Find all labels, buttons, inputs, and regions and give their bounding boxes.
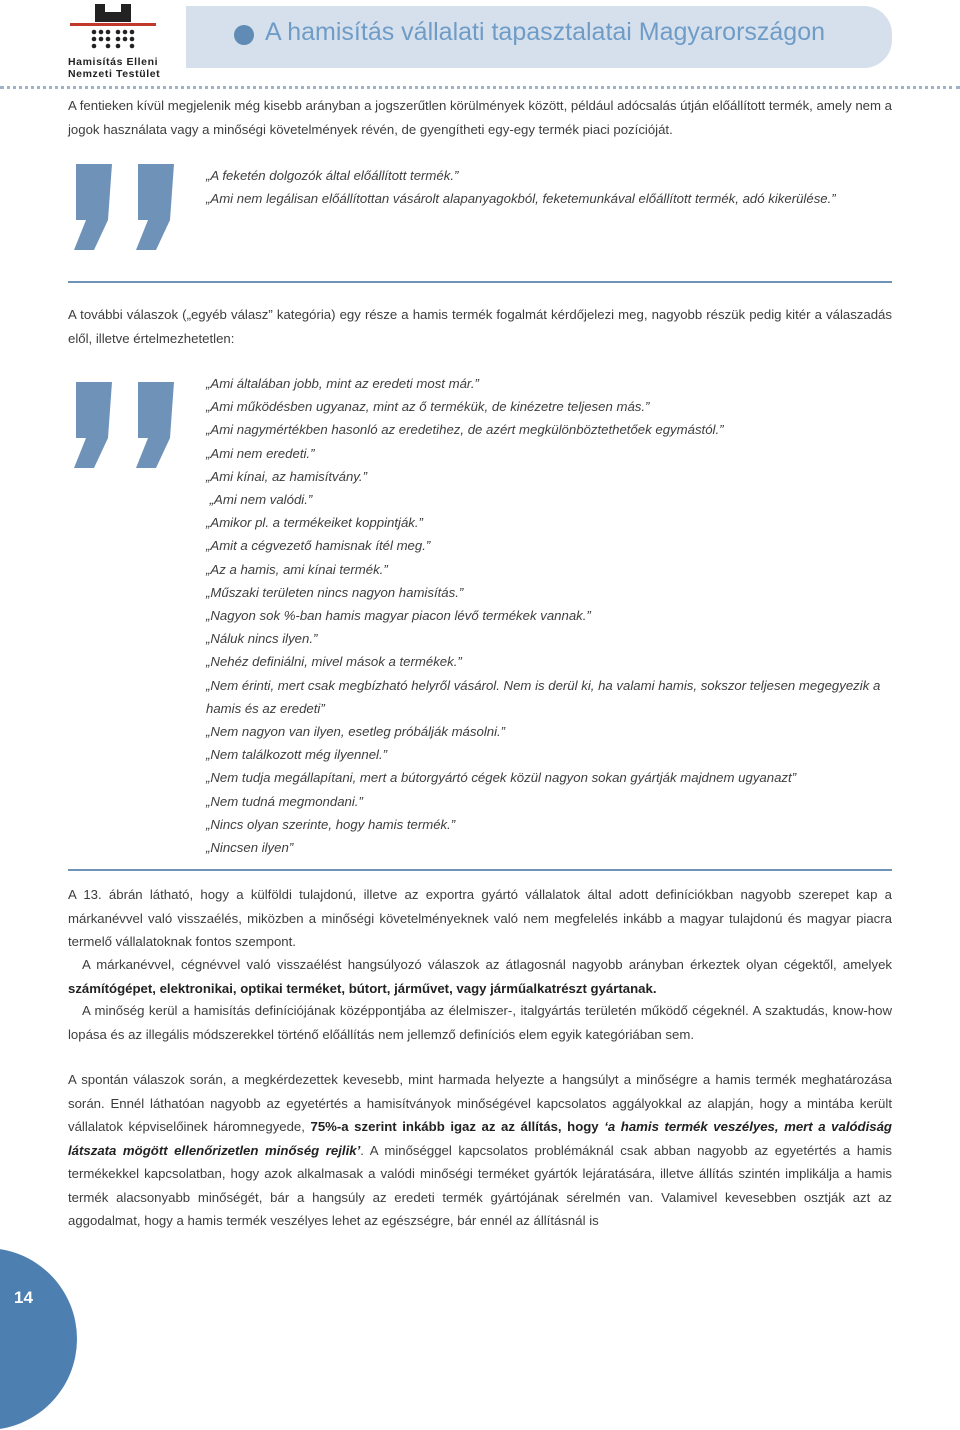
page-number-badge — [0, 1248, 77, 1430]
quote-item: „Ami nem valódi.” — [206, 492, 313, 508]
quote-item: „Az a hamis, ami kínai termék.” — [206, 561, 388, 577]
paragraph-intro: A fentieken kívül megjelenik még kisebb arányban a jogszerűtlen körülmények között, például adócsalás útján előállított termék, amely nem a jogok használata vagy a minőségi követelmények révén, de gyengítheti egy-egy termék piaci pozícióját. — [68, 98, 892, 137]
section-divider — [68, 869, 892, 871]
paragraph-text: A márkanévvel, cégnévvel való visszaélést hangsúlyozó válaszok az átlagosnál nagyobb arányban érkeztek olyan cégektől, amelyek — [82, 957, 892, 972]
quote-item: „Nincsen ilyen” — [206, 840, 294, 856]
logo-text — [68, 56, 160, 80]
quote-item: „Nem tudná megmondani.” — [206, 793, 363, 809]
quote-item: „Nem tudja megállapítani, mert a bútorgyártó cégek közül nagyon sokan gyártják majdnem ugyanazt” — [206, 770, 797, 786]
paragraph-figure-13: A 13. ábrán látható, hogy a külföldi tulajdonú, illetve az exportra gyártó vállalatok által adott definíciókban nagyobb szerepet kap a márkanévvel való visszaélés, miközben a minőségi követelményeknek való nem megfelelés inkább a magyar tulajdonú és magyar piacra termelő vállalatoknak fontos szempont. — [68, 887, 892, 949]
header-bullet-icon — [234, 25, 254, 45]
paragraph-brand-misuse — [68, 953, 892, 1000]
quote-item: „Amikor pl. a termékeiket koppintják.” — [206, 515, 423, 531]
quote-item: „Műszaki területen nincs nagyon hamisítás.” — [206, 584, 464, 600]
quote-list-2 — [206, 372, 896, 859]
quote-item: „Nincs olyan szerinte, hogy hamis termék.” — [206, 816, 456, 832]
quote-item: „Amit a cégvezető hamisnak ítél meg.” — [206, 538, 431, 554]
logo-line-1: Hamisítás Elleni — [68, 56, 159, 68]
paragraph-text: A minőség kerül a hamisítás definíciójának középpontjába az élelmiszer-, italgyártás területén működő cégeknél. A szaktudás, know-how lopása és az illegális módszerekkel történő előállítás nem jellemző definíciós elem egyik kategóriában sem. — [68, 1003, 892, 1042]
quote-item: „Náluk nincs ilyen.” — [206, 631, 318, 647]
paragraph-quality — [68, 999, 892, 1046]
quote-item: „Ami nagymértékben hasonló az eredetihez, de azért megkülönböztethetőek egymástól.” — [206, 422, 724, 438]
quote-list-1 — [206, 164, 836, 210]
header-divider — [0, 86, 960, 89]
paragraph-bold: 75%-a szerint inkább igaz az az állítás, hogy — [310, 1119, 605, 1134]
quote-item: „Ami általában jobb, mint az eredeti most már.” — [206, 376, 479, 391]
paragraph-other-answers: A további válaszok („egyéb válasz” kategória) egy része a hamis termék fogalmát kérdőjelezi meg, nagyobb részük pedig kitér a válaszadás elől, illetve értelmezhetetlen: — [68, 307, 892, 346]
page-title: A hamisítás vállalati tapasztalatai Magyarországon — [265, 18, 826, 46]
quote-item: „Ami működésben ugyanaz, mint az ő termékük, de kinézetre teljesen más.” — [206, 399, 650, 415]
quote-item: „Ami nem eredeti.” — [206, 445, 315, 461]
logo-line-2: Nemzeti Testület — [68, 68, 161, 80]
quote-mark-icon — [72, 162, 180, 252]
paragraph-text: A spontán válaszok során, a megkérdezettek kevesebb, mint harmada helyezte a hangsúlyt a minőségre a hamis termék meghatározása során. Ennél láthatóan nagyobb az egyetértés a hamisítványok minőségével kapcsolatos aggályokkal az alapján, hogy a mintába került vállalatok képviselőinek háromnegyede, — [68, 1072, 892, 1134]
quote-item: „Nem találkozott még ilyennel.” — [206, 747, 388, 763]
paragraph-bold: számítógépet, elektronikai, optikai terméket, bútort, járművet, vagy járműalkatrészt gyártanak. — [68, 980, 657, 996]
paragraph-text: . A minőséggel kapcsolatos problémáknál csak abban nagyobb az egyetértés a hamis termékekkel kapcsolatban, hogy azok alkalmasak a valódi minőségi terméket gyártók lejáratására, illetve állítás szintén implikálja a hamis termék alacsonyabb minőségét, bár a hangsúly az eredeti termék gyártójának sérelmén van. Valamivel kevesebben osztják azt az aggodalmat, hogy a hamis termék veszélyes lehet az egészségre, bár ennél az állításnál is — [68, 1142, 892, 1228]
quote-item: „Ami kínai, az hamisítvány.” — [206, 468, 367, 484]
paragraph-bold-italic: ‘a hamis termék veszélyes, mert a valódiság látszata mögött ellenőrizetlen minőség rejlik’ — [68, 1119, 892, 1158]
quote-item: „Ami nem legálisan előállítottan vásárolt alapanyagokból, feketemunkával előállított termék, adó kikerülése.” — [206, 191, 836, 207]
section-divider — [68, 281, 892, 283]
quote-item: „Nagyon sok %-ban hamis magyar piacon lévő termékek vannak.” — [206, 608, 591, 624]
paragraph-spontaneous — [68, 1068, 892, 1233]
quote-item: „A feketén dolgozók által előállított termék.” — [206, 168, 459, 183]
quote-item: „Nem érinti, mert csak megbízható helyről vásárol. Nem is derül ki, ha valami hamis, sokszor teljesen megegyezik a hamis és az eredeti” — [206, 677, 881, 716]
page-number: 14 — [14, 1288, 33, 1307]
quote-item: „Nehéz definiálni, mivel mások a termékek.” — [206, 654, 462, 670]
quote-mark-icon — [72, 380, 180, 470]
quote-item: „Nem nagyon van ilyen, esetleg próbálják másolni.” — [206, 724, 506, 740]
